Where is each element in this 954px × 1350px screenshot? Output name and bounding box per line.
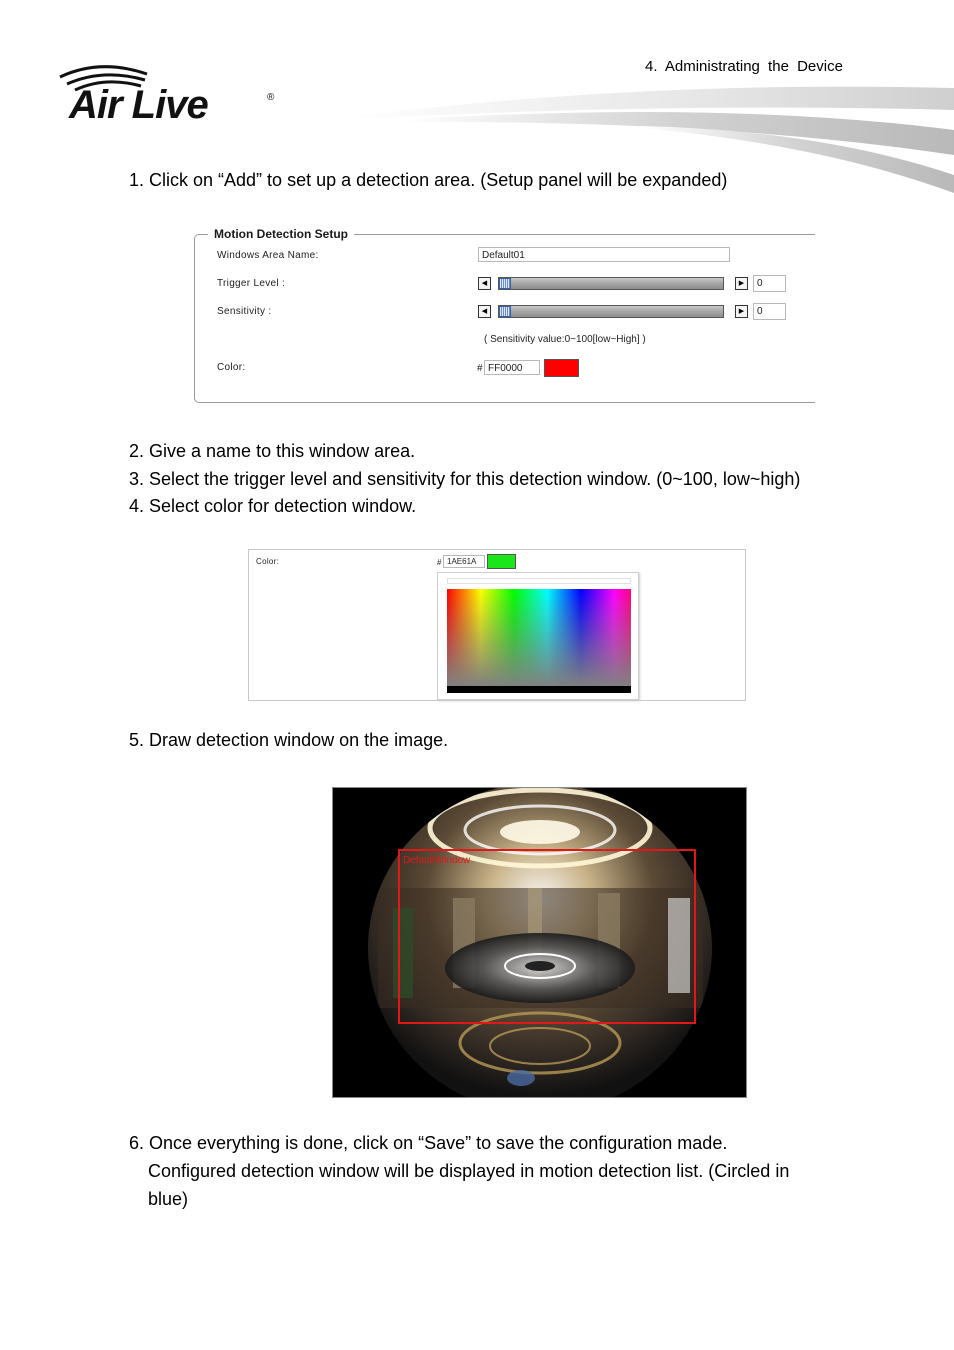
camera-fisheye-image[interactable]: [332, 787, 747, 1098]
picker-hex-input[interactable]: 1AE61A: [443, 555, 485, 568]
sensitivity-slider[interactable]: [498, 305, 724, 318]
black-strip[interactable]: [447, 686, 631, 693]
picker-color-label: Color:: [256, 557, 280, 566]
sensitivity-label: Sensitivity :: [217, 306, 272, 317]
step-3-text: 3. Select the trigger level and sensitivity for this detection window. (0~100, low~high): [129, 469, 801, 489]
color-label: Color:: [217, 362, 246, 373]
color-hex-input[interactable]: FF0000: [484, 360, 540, 375]
trigger-level-input[interactable]: 0: [753, 275, 786, 292]
detection-window-label: DefaultWindow: [403, 855, 471, 866]
window-name-label: Windows Area Name:: [217, 250, 319, 261]
color-spectrum-grid[interactable]: [447, 589, 631, 687]
trigger-increase-button[interactable]: ▶: [735, 277, 748, 290]
airlive-logo: [55, 60, 285, 130]
sensitivity-decrease-button[interactable]: ◀: [478, 305, 491, 318]
panel-title: Motion Detection Setup: [208, 227, 354, 241]
step-4-text: 4. Select color for detection window.: [129, 496, 417, 516]
trigger-level-slider[interactable]: [498, 277, 724, 290]
color-swatch-button[interactable]: [544, 359, 579, 377]
trigger-level-label: Trigger Level :: [217, 278, 286, 289]
sensitivity-increase-button[interactable]: ▶: [735, 305, 748, 318]
picker-preview-bar: [447, 578, 631, 584]
step-6-text-line2: Configured detection window will be displayed in motion detection list. (Circled in: [148, 1161, 790, 1181]
sensitivity-input[interactable]: 0: [753, 303, 786, 320]
step-2-text: 2. Give a name to this window area.: [129, 441, 416, 461]
step-1-text: 1. Click on “Add” to set up a detection area. (Setup panel will be expanded): [129, 170, 728, 190]
chapter-header: 4. Administrating the Device: [645, 58, 843, 75]
color-picker-screenshot: [248, 549, 746, 701]
window-name-input[interactable]: Default01: [478, 247, 730, 262]
trigger-slider-thumb[interactable]: [499, 278, 511, 289]
step-6-text: 6. Once everything is done, click on “Save” to save the configuration made.: [129, 1133, 728, 1153]
svg-text:Air Live: Air Live: [69, 83, 208, 127]
step-6-text-line3: blue): [148, 1189, 189, 1209]
camera-image-drawing: [333, 788, 747, 1098]
sensitivity-slider-thumb[interactable]: [499, 306, 511, 317]
color-hash: #: [477, 363, 483, 374]
svg-text:®: ®: [267, 92, 275, 103]
picker-swatch-button[interactable]: [487, 554, 516, 569]
picker-color-hash: #: [437, 558, 442, 567]
motion-detection-setup-panel: [194, 227, 803, 402]
trigger-decrease-button[interactable]: ◀: [478, 277, 491, 290]
step-5-text: 5. Draw detection window on the image.: [129, 730, 449, 750]
sensitivity-hint: ( Sensitivity value:0~100[low~High] ): [484, 334, 646, 345]
color-picker-popup: [437, 572, 639, 700]
